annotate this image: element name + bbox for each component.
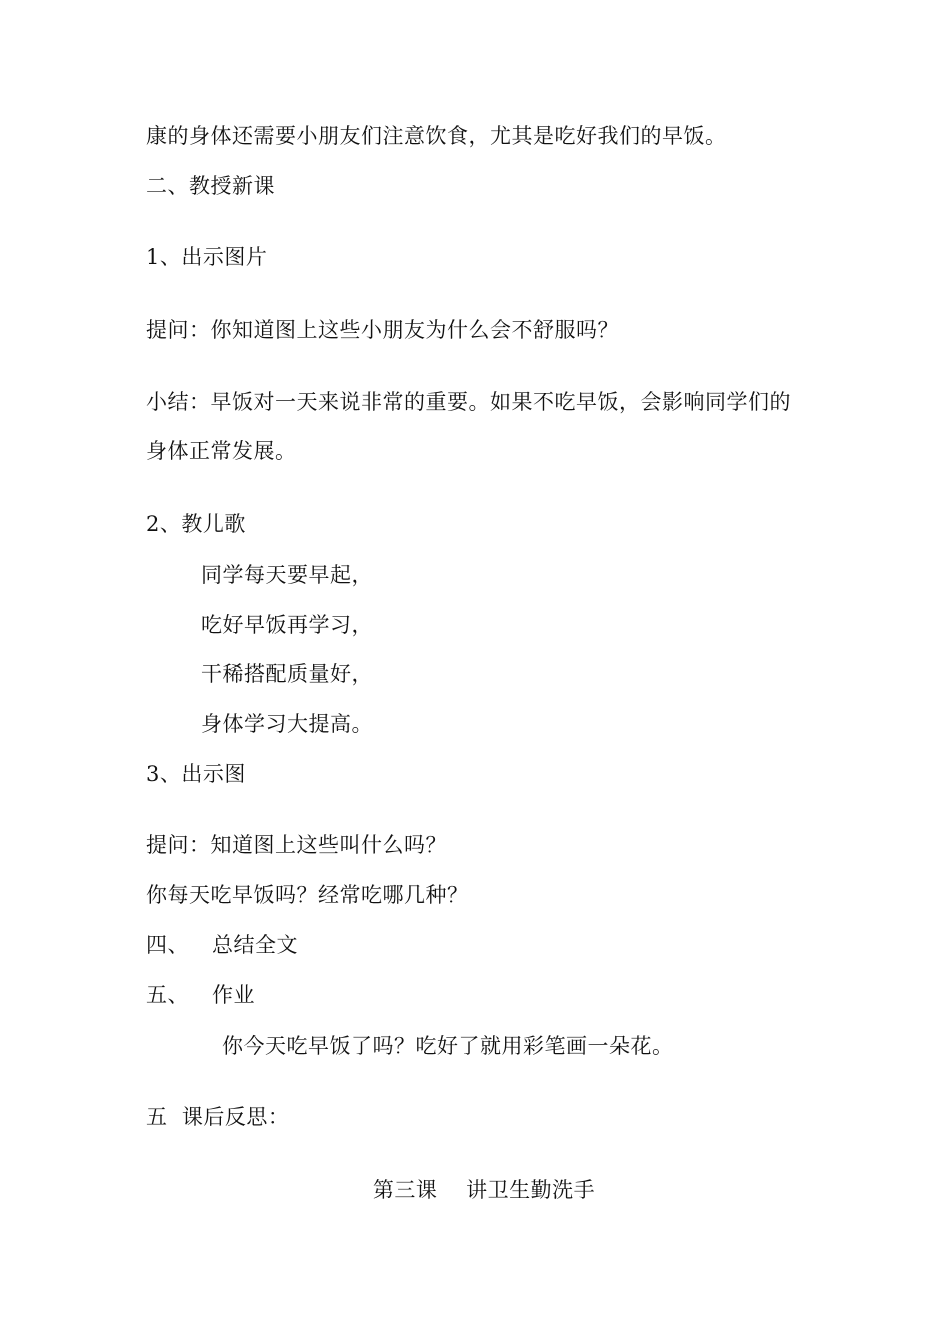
poem-line: 吃好早饭再学习， (201, 613, 373, 637)
question-line: 你每天吃早饭吗？经常吃哪几种？ (146, 883, 469, 907)
summary-line: 小结：早饭对一天来说非常的重要。如果不吃早饭，会影响同学们的 (146, 390, 791, 414)
section-number: 四、 (146, 933, 189, 957)
question-line: 提问：你知道图上这些小朋友为什么会不舒服吗？ (146, 318, 619, 342)
poem-line: 身体学习大提高。 (201, 712, 373, 736)
section-heading (146, 981, 255, 1009)
section-title: 作业 (212, 983, 255, 1007)
step-heading: 2、教儿歌 (146, 512, 246, 536)
section-number: 五、 (146, 983, 189, 1007)
section-heading (146, 931, 298, 959)
section-heading: 二、教授新课 (146, 174, 275, 198)
reflection-heading: 五 课后反思： (146, 1105, 290, 1129)
step-heading: 3、出示图 (146, 762, 246, 786)
section-title: 总结全文 (212, 933, 298, 957)
homework-line: 你今天吃早饭了吗？吃好了就用彩笔画一朵花。 (222, 1034, 674, 1058)
question-line: 提问：知道图上这些叫什么吗？ (146, 833, 447, 857)
poem-line: 同学每天要早起， (201, 563, 373, 587)
paragraph-line: 康的身体还需要小朋友们注意饮食，尤其是吃好我们的早饭。 (146, 124, 727, 148)
summary-line-continued: 身体正常发展。 (146, 439, 297, 463)
poem-line: 干稀搭配质量好， (201, 662, 373, 686)
step-heading: 1、出示图片 (146, 245, 268, 269)
lesson-title: 第三课 讲卫生勤洗手 (372, 1178, 596, 1202)
